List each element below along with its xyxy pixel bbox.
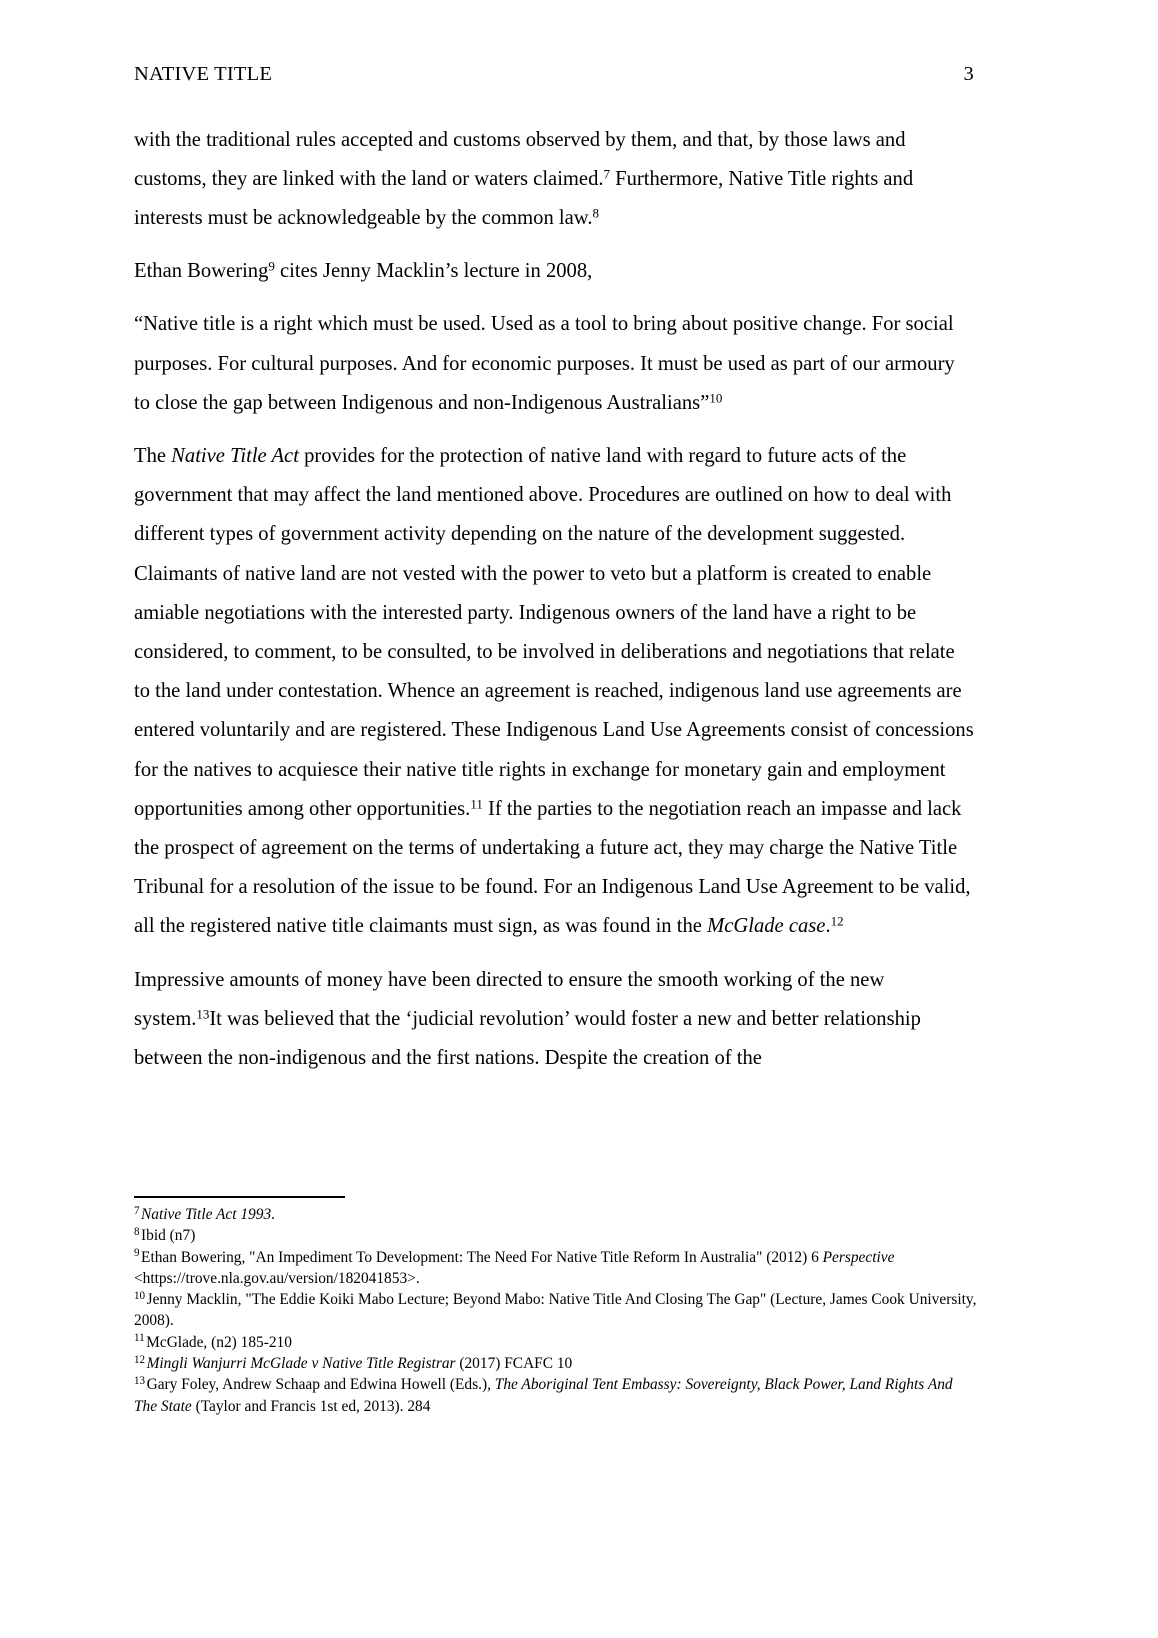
footnote-12-segment-1: (2017) FCAFC 10 <box>455 1355 573 1373</box>
paragraph-3-text-a: “Native title is a right which must be used. Used as a tool to bring about positive change. For social purposes. For cultural purposes. And for economic purposes. It must be used as part of our armoury to close the gap between Indigenous and non-Indigenous Australians” <box>134 313 955 414</box>
paragraph-2-text-a: Ethan Bowering <box>134 260 269 283</box>
footnote-marker-8[interactable]: 8 <box>592 205 599 221</box>
paragraph-1-text-a: with the traditional rules accepted and customs observed by them, and that, by those laws and customs, they are linked with the land or waters claimed. <box>134 128 906 190</box>
paragraph-1 <box>134 121 974 239</box>
footnote-13-segment-0: Gary Foley, Andrew Schaap and Edwina Howell (Eds.), <box>146 1376 495 1394</box>
paragraph-4-text-d: . <box>825 915 831 938</box>
paragraph-4 <box>134 437 974 947</box>
footnote-number-9[interactable]: 9 <box>134 1247 140 1260</box>
footnote-separator-rule <box>134 1196 345 1198</box>
footnote-item-11 <box>134 1332 979 1353</box>
paragraph-3-quote <box>134 305 974 423</box>
footnote-number-10[interactable]: 10 <box>134 1289 146 1302</box>
paragraph-2 <box>134 252 974 291</box>
footnote-marker-11[interactable]: 11 <box>470 796 483 812</box>
footnote-marker-12[interactable]: 12 <box>830 913 844 929</box>
paragraph-5-text-b: It was believed that the ‘judicial revolution’ would foster a new and better relationship between the non-indigenous and the first nations. Despite the creation of the <box>134 1007 921 1070</box>
paragraph-4-text-b: provides for the protection of native land with regard to future acts of the government that may affect the land mentioned above. Procedures are outlined on how to deal with different types of government activity depending on the nature of the development suggested. Claimants of native land are not vested with the power to veto but a platform is created to enable amiable negotiations with the interested party. Indigenous owners of the land have a right to be considered, to comment, to be consulted, to be involved in deliberations and negotiations that relate to the land under contestation. Whence an agreement is reached, indigenous land use agreements are entered voluntarily and are registered. These Indigenous Land Use Agreements consist of concessions for the natives to acquiesce their native title rights in exchange for monetary gain and employment opportunities among other opportunities. <box>134 444 974 820</box>
footnote-12-segment-0: Mingli Wanjurri McGlade v Native Title Registrar <box>146 1355 456 1373</box>
paragraph-1-text-b: Furthermore, Native Title rights and interests must be acknowledgeable by the common law. <box>134 167 914 229</box>
footnote-9-segment-0: Ethan Bowering, "An Impediment To Development: The Need For Native Title Reform In Australia" (2012) 6 <box>141 1248 823 1266</box>
footnote-marker-13[interactable]: 13 <box>196 1006 210 1022</box>
footnote-item-13 <box>134 1374 979 1417</box>
footnote-marker-7[interactable]: 7 <box>603 166 610 182</box>
footnote-7-segment-1: . <box>271 1206 276 1223</box>
page-content <box>134 0 974 1092</box>
footnote-marker-10[interactable]: 10 <box>709 390 723 406</box>
footnote-9-segment-1: Perspective <box>822 1248 895 1266</box>
footnote-number-13[interactable]: 13 <box>134 1375 146 1388</box>
footnote-7-segment-0: Native Title Act 1993 <box>141 1206 272 1223</box>
footnote-item-9 <box>134 1247 979 1290</box>
paragraph-4-italic-act-title: Native Title Act <box>171 444 299 467</box>
footnote-number-8[interactable]: 8 <box>134 1225 140 1238</box>
footnote-11-segment-0: McGlade, (n2) 185-210 <box>146 1333 292 1351</box>
footnote-13-segment-2: (Taylor and Francis 1st ed, 2013). 284 <box>191 1397 431 1415</box>
footnote-number-7[interactable]: 7 <box>134 1204 140 1217</box>
footnote-8-segment-0: Ibid (n7) <box>141 1227 196 1245</box>
footnote-number-11[interactable]: 11 <box>134 1332 145 1345</box>
footnote-number-12[interactable]: 12 <box>134 1353 146 1366</box>
running-header-title: NATIVE TITLE <box>134 63 273 85</box>
paragraph-4-text-a: The <box>134 444 172 467</box>
footnote-list <box>134 1204 979 1417</box>
footnote-item-7 <box>134 1204 979 1225</box>
paragraph-2-text-b: cites Jenny Macklin’s lecture in 2008, <box>274 260 593 283</box>
footnote-item-10 <box>134 1289 979 1332</box>
paragraph-5 <box>134 961 974 1079</box>
paragraph-5-text-a: Impressive amounts of money have been directed to ensure the smooth working of the new system. <box>134 968 885 1030</box>
footnote-10-segment-0: Jenny Macklin, "The Eddie Koiki Mabo Lecture; Beyond Mabo: Native Title And Closing The Gap" (Lecture, James Cook University, 2008). <box>134 1291 977 1330</box>
footnote-13-segment-1: The Aboriginal Tent Embassy: Sovereignty, Black Power, Land Rights And The State <box>134 1376 953 1415</box>
footnote-item-12 <box>134 1353 979 1374</box>
footnote-9-segment-2: <https://trove.nla.gov.au/version/182041853>. <box>134 1269 420 1287</box>
paragraph-4-italic-case-name: McGlade case <box>707 915 826 938</box>
paragraph-4-text-c: If the parties to the negotiation reach an impasse and lack the prospect of agreement on the terms of undertaking a future act, they may charge the Native Title Tribunal for a resolution of the issue to be found. For an Indigenous Land Use Agreement to be valid, all the registered native title claimants must sign, as was found in the <box>134 797 971 938</box>
footnote-marker-9[interactable]: 9 <box>268 258 275 274</box>
running-header <box>134 0 974 86</box>
body-text <box>134 121 974 1079</box>
footnotes-section <box>134 1196 979 1417</box>
footnote-item-8 <box>134 1225 979 1246</box>
page-number: 3 <box>963 63 974 85</box>
